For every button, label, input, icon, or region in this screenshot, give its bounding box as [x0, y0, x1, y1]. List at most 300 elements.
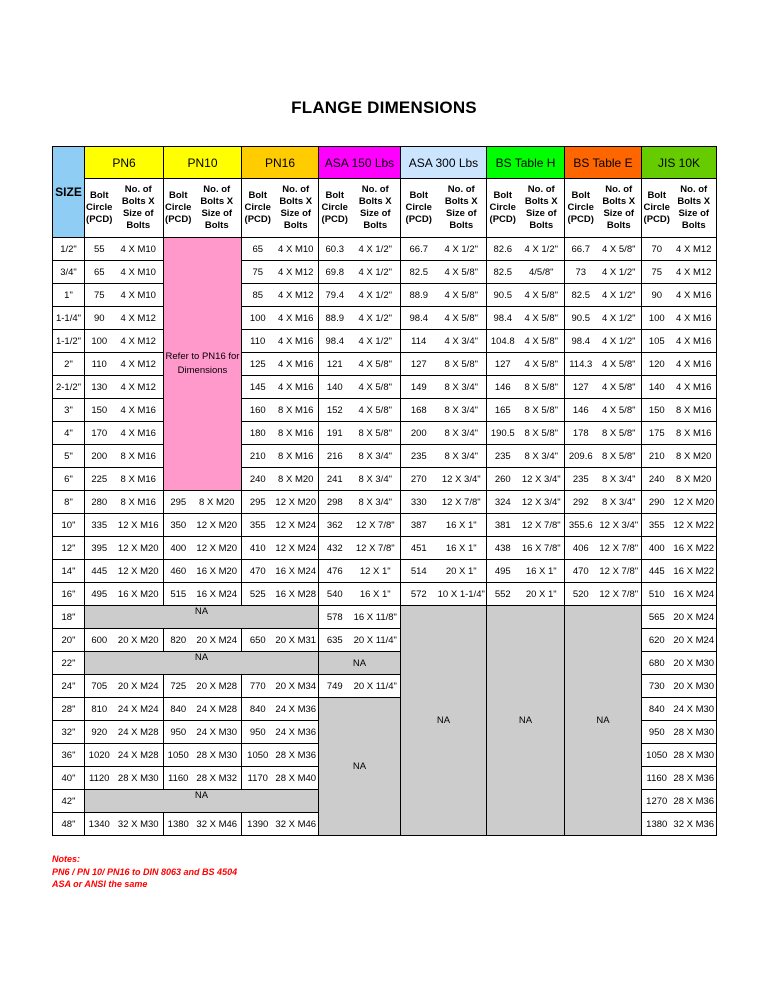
- pn16-bolts: 12 X M20: [274, 491, 319, 514]
- jis-bolt-circle: 210: [642, 445, 672, 468]
- bse-bolt-circle: 292: [565, 491, 597, 514]
- pn16-bolt-circle: 295: [242, 491, 274, 514]
- asa300-bolt-circle: 168: [401, 399, 437, 422]
- table-row: [53, 468, 717, 491]
- pn10-bolt-circle: 1380: [164, 813, 193, 836]
- bse-bolt-circle: 66.7: [565, 238, 597, 261]
- pn16-bolt-circle: 470: [242, 560, 274, 583]
- pn16-bolts: 20 X M34: [274, 675, 319, 698]
- standard-header: PN6: [85, 147, 164, 179]
- asa150-bolt-circle: 69.8: [319, 261, 351, 284]
- standard-header: JIS 10K: [642, 147, 717, 179]
- asa300-bolts: 4 X 5/8": [437, 307, 487, 330]
- asa150-bolt-circle: 362: [319, 514, 351, 537]
- flange-dimensions-table: [52, 146, 717, 836]
- bse-bolt-circle: 146: [565, 399, 597, 422]
- pn16-bolt-circle: 240: [242, 468, 274, 491]
- asa300-bolts: 4 X 3/4": [437, 330, 487, 353]
- bse-bolts: 4 X 1/2": [597, 330, 642, 353]
- pn10-bolt-circle: 350: [164, 514, 193, 537]
- table-row: [53, 560, 717, 583]
- asa150-bolt-circle: 578: [319, 606, 351, 629]
- notes-line: ASA or ANSI the same: [52, 879, 148, 889]
- asa300-bolt-circle: 270: [401, 468, 437, 491]
- pn10-bolts: 24 X M30: [193, 721, 242, 744]
- asa150-bolt-circle: 540: [319, 583, 351, 606]
- jis-bolts: 20 X M30: [672, 652, 717, 675]
- pn10-bolt-circle: 460: [164, 560, 193, 583]
- pn10-bolt-circle: 840: [164, 698, 193, 721]
- jis-bolts: 28 X M30: [672, 721, 717, 744]
- jis-bolts: 20 X M24: [672, 629, 717, 652]
- asa300-bolts: 8 X 3/4": [437, 445, 487, 468]
- jis-bolts: 24 X M30: [672, 698, 717, 721]
- bsh-bolts: 12 X 3/4": [519, 468, 565, 491]
- jis-bolt-circle: 90: [642, 284, 672, 307]
- size-cell: 1": [53, 284, 85, 307]
- jis-bolt-circle: 950: [642, 721, 672, 744]
- pn6-bolts: 4 X M12: [114, 376, 164, 399]
- asa300-bolts: 20 X 1": [437, 560, 487, 583]
- pn16-bolts: 28 X M40: [274, 767, 319, 790]
- bse-bolt-circle: 114.3: [565, 353, 597, 376]
- asa150-na-cell: NA: [319, 652, 401, 675]
- pn10-refer-note: Refer to PN16 for Dimensions: [164, 238, 242, 491]
- pn10-bolt-circle: 725: [164, 675, 193, 698]
- bsh-bolt-circle: 82.6: [487, 238, 519, 261]
- asa150-bolt-circle: 121: [319, 353, 351, 376]
- pn16-bolt-circle: 65: [242, 238, 274, 261]
- size-cell: 5": [53, 445, 85, 468]
- pn16-bolt-circle: 180: [242, 422, 274, 445]
- pn16-bolt-circle: 1390: [242, 813, 274, 836]
- pn-na-cell: NA: [85, 606, 319, 629]
- asa150-bolts: 16 X 11/8": [351, 606, 401, 629]
- pn10-bolt-circle: 950: [164, 721, 193, 744]
- jis-bolt-circle: 140: [642, 376, 672, 399]
- pn16-bolts: 4 X M16: [274, 307, 319, 330]
- notes: [52, 853, 237, 891]
- pn16-bolts: 4 X M16: [274, 353, 319, 376]
- asa300-bolts: 4 X 1/2": [437, 238, 487, 261]
- standard-header: BS Table H: [487, 147, 565, 179]
- size-cell: 14": [53, 560, 85, 583]
- jis-bolt-circle: 510: [642, 583, 672, 606]
- jis-bolts: 16 X M22: [672, 560, 717, 583]
- bsh-bolt-circle: 98.4: [487, 307, 519, 330]
- jis-bolt-circle: 150: [642, 399, 672, 422]
- jis-bolt-circle: 290: [642, 491, 672, 514]
- asa300-bolt-circle: 98.4: [401, 307, 437, 330]
- pn16-bolts: 16 X M28: [274, 583, 319, 606]
- pn6-bolts: 24 X M28: [114, 721, 164, 744]
- jis-bolts: 16 X M24: [672, 583, 717, 606]
- table-row: [53, 261, 717, 284]
- jis-bolts: 8 X M20: [672, 468, 717, 491]
- pn16-bolt-circle: 75: [242, 261, 274, 284]
- size-cell: 18": [53, 606, 85, 629]
- bsh-bolt-circle: 235: [487, 445, 519, 468]
- size-cell: 1-1/4": [53, 307, 85, 330]
- size-cell: 48": [53, 813, 85, 836]
- jis-bolt-circle: 175: [642, 422, 672, 445]
- asa150-bolts: 4 X 1/2": [351, 261, 401, 284]
- table-row: [53, 353, 717, 376]
- pn6-bolts: 32 X M30: [114, 813, 164, 836]
- pn10-bolts: 16 X M24: [193, 583, 242, 606]
- size-cell: 40": [53, 767, 85, 790]
- bse-bolts: 4 X 5/8": [597, 399, 642, 422]
- bolts-header: No. of Bolts X Size of Bolts: [193, 179, 242, 238]
- pn6-bolts: 24 X M24: [114, 698, 164, 721]
- pn6-bolt-circle: 130: [85, 376, 114, 399]
- bolts-header: No. of Bolts X Size of Bolts: [672, 179, 717, 238]
- pn10-bolts: 20 X M28: [193, 675, 242, 698]
- notes-line: PN6 / PN 10/ PN16 to DIN 8063 and BS 4504: [52, 866, 238, 877]
- asa300-bolts: 12 X 3/4": [437, 468, 487, 491]
- size-cell: 8": [53, 491, 85, 514]
- pn6-bolt-circle: 225: [85, 468, 114, 491]
- bsh-bolts: 20 X 1": [519, 583, 565, 606]
- pn16-bolts: 4 X M12: [274, 261, 319, 284]
- pn16-bolts: 4 X M16: [274, 376, 319, 399]
- pn16-bolt-circle: 410: [242, 537, 274, 560]
- size-cell: 3": [53, 399, 85, 422]
- pn6-bolts: 4 X M10: [114, 284, 164, 307]
- pn16-bolts: 8 X M16: [274, 399, 319, 422]
- pn6-bolt-circle: 90: [85, 307, 114, 330]
- bsh-bolt-circle: 495: [487, 560, 519, 583]
- asa300-bolts: 12 X 7/8": [437, 491, 487, 514]
- bsh-bolts: 8 X 5/8": [519, 376, 565, 399]
- pn16-bolts: 4 X M10: [274, 238, 319, 261]
- bsh-bolt-circle: 146: [487, 376, 519, 399]
- jis-bolt-circle: 400: [642, 537, 672, 560]
- pn16-bolts: 8 X M16: [274, 422, 319, 445]
- asa150-bolts: 12 X 1": [351, 560, 401, 583]
- table-row: [53, 583, 717, 606]
- bsh-bolt-circle: 127: [487, 353, 519, 376]
- asa150-bolt-circle: 140: [319, 376, 351, 399]
- jis-bolts: 8 X M16: [672, 422, 717, 445]
- bsh-bolts: 8 X 3/4": [519, 445, 565, 468]
- pn16-bolt-circle: 525: [242, 583, 274, 606]
- standard-header: ASA 300 Lbs: [401, 147, 487, 179]
- pn6-bolts: 12 X M20: [114, 560, 164, 583]
- pn10-bolts: 8 X M20: [193, 491, 242, 514]
- size-cell: 12": [53, 537, 85, 560]
- jis-bolt-circle: 1160: [642, 767, 672, 790]
- pn16-bolts: 24 X M36: [274, 721, 319, 744]
- bsh-bolt-circle: 90.5: [487, 284, 519, 307]
- bse-bolts: 12 X 7/8": [597, 583, 642, 606]
- bse-bolt-circle: 90.5: [565, 307, 597, 330]
- size-column-header: SIZE: [53, 147, 85, 238]
- bse-bolts: 4 X 5/8": [597, 376, 642, 399]
- pn6-bolts: 20 X M24: [114, 675, 164, 698]
- asa150-bolt-circle: 635: [319, 629, 351, 652]
- jis-bolt-circle: 1380: [642, 813, 672, 836]
- asa150-bolts: 8 X 3/4": [351, 445, 401, 468]
- pn10-bolt-circle: 820: [164, 629, 193, 652]
- standard-header: ASA 150 Lbs: [319, 147, 401, 179]
- asa300-bolts: 8 X 3/4": [437, 399, 487, 422]
- jis-bolts: 12 X M22: [672, 514, 717, 537]
- size-cell: 16": [53, 583, 85, 606]
- pn-na-cell: NA: [85, 652, 319, 675]
- size-cell: 22": [53, 652, 85, 675]
- bsh-bolt-circle: 324: [487, 491, 519, 514]
- asa150-bolt-circle: 749: [319, 675, 351, 698]
- pn6-bolts: 8 X M16: [114, 445, 164, 468]
- pn16-bolt-circle: 650: [242, 629, 274, 652]
- jis-bolt-circle: 730: [642, 675, 672, 698]
- bse-bolt-circle: 73: [565, 261, 597, 284]
- bsh-bolts: 4 X 5/8": [519, 330, 565, 353]
- bolt-circle-header: Bolt Circle (PCD): [401, 179, 437, 238]
- pn6-bolts: 24 X M28: [114, 744, 164, 767]
- asa300-bolts: 16 X 1": [437, 514, 487, 537]
- jis-bolt-circle: 120: [642, 353, 672, 376]
- pn6-bolt-circle: 65: [85, 261, 114, 284]
- bse-bolt-circle: 178: [565, 422, 597, 445]
- asa300-bolts: 8 X 5/8": [437, 353, 487, 376]
- jis-bolt-circle: 355: [642, 514, 672, 537]
- pn10-bolt-circle: 400: [164, 537, 193, 560]
- pn6-bolt-circle: 445: [85, 560, 114, 583]
- asa300-bolt-circle: 514: [401, 560, 437, 583]
- asa150-bolts: 4 X 5/8": [351, 353, 401, 376]
- size-cell: 2": [53, 353, 85, 376]
- asa300-bolt-circle: 387: [401, 514, 437, 537]
- table-row: [53, 376, 717, 399]
- pn16-bolt-circle: 210: [242, 445, 274, 468]
- table-row: [53, 307, 717, 330]
- asa150-bolt-circle: 241: [319, 468, 351, 491]
- bolts-header: No. of Bolts X Size of Bolts: [274, 179, 319, 238]
- pn10-bolts: 16 X M20: [193, 560, 242, 583]
- bolts-header: No. of Bolts X Size of Bolts: [351, 179, 401, 238]
- pn6-bolt-circle: 1020: [85, 744, 114, 767]
- bsh-bolt-circle: 190.5: [487, 422, 519, 445]
- asa150-bolts: 4 X 5/8": [351, 399, 401, 422]
- pn16-bolt-circle: 1170: [242, 767, 274, 790]
- table-row: [53, 514, 717, 537]
- size-cell: 4": [53, 422, 85, 445]
- page-title: FLANGE DIMENSIONS: [291, 98, 477, 117]
- bs-table-h-na-cell: NA: [487, 606, 565, 836]
- pn6-bolts: 4 X M12: [114, 353, 164, 376]
- bse-bolts: 8 X 3/4": [597, 491, 642, 514]
- asa300-bolt-circle: 200: [401, 422, 437, 445]
- asa150-bolts: 4 X 1/2": [351, 284, 401, 307]
- asa300-bolt-circle: 66.7: [401, 238, 437, 261]
- bse-bolts: 12 X 7/8": [597, 560, 642, 583]
- pn6-bolts: 28 X M30: [114, 767, 164, 790]
- pn6-bolt-circle: 495: [85, 583, 114, 606]
- jis-bolts: 20 X M24: [672, 606, 717, 629]
- asa300-bolts: 8 X 3/4": [437, 422, 487, 445]
- bsh-bolt-circle: 104.8: [487, 330, 519, 353]
- bsh-bolts: 16 X 7/8": [519, 537, 565, 560]
- pn-na-cell: NA: [85, 790, 319, 813]
- pn6-bolts: 4 X M16: [114, 422, 164, 445]
- bolt-circle-header: Bolt Circle (PCD): [565, 179, 597, 238]
- bsh-bolt-circle: 82.5: [487, 261, 519, 284]
- bolt-circle-header: Bolt Circle (PCD): [164, 179, 193, 238]
- pn6-bolt-circle: 705: [85, 675, 114, 698]
- size-cell: 42": [53, 790, 85, 813]
- pn6-bolts: 8 X M16: [114, 491, 164, 514]
- bse-bolt-circle: 98.4: [565, 330, 597, 353]
- jis-bolts: 12 X M20: [672, 491, 717, 514]
- pn6-bolts: 20 X M20: [114, 629, 164, 652]
- bs-table-e-na-cell: NA: [565, 606, 642, 836]
- pn10-bolts: 28 X M32: [193, 767, 242, 790]
- bsh-bolts: 4 X 5/8": [519, 353, 565, 376]
- pn6-bolt-circle: 200: [85, 445, 114, 468]
- size-cell: 1-1/2": [53, 330, 85, 353]
- pn10-bolt-circle: 1050: [164, 744, 193, 767]
- pn6-bolt-circle: 170: [85, 422, 114, 445]
- size-cell: 2-1/2": [53, 376, 85, 399]
- jis-bolts: 28 X M30: [672, 744, 717, 767]
- table-row: [53, 445, 717, 468]
- asa150-bolts: 12 X 7/8": [351, 514, 401, 537]
- pn6-bolts: 8 X M16: [114, 468, 164, 491]
- pn16-bolts: 8 X M20: [274, 468, 319, 491]
- pn16-bolt-circle: 160: [242, 399, 274, 422]
- pn10-bolt-circle: 295: [164, 491, 193, 514]
- pn6-bolts: 12 X M20: [114, 537, 164, 560]
- bolts-header: No. of Bolts X Size of Bolts: [437, 179, 487, 238]
- asa300-bolt-circle: 127: [401, 353, 437, 376]
- pn16-bolts: 20 X M31: [274, 629, 319, 652]
- pn16-bolts: 16 X M24: [274, 560, 319, 583]
- asa300-bolts: 10 X 1-1/4": [437, 583, 487, 606]
- jis-bolts: 4 X M12: [672, 261, 717, 284]
- bse-bolts: 12 X 3/4": [597, 514, 642, 537]
- table-row: [53, 399, 717, 422]
- pn6-bolt-circle: 920: [85, 721, 114, 744]
- asa150-bolts: 16 X 1": [351, 583, 401, 606]
- pn16-bolt-circle: 125: [242, 353, 274, 376]
- bse-bolt-circle: 235: [565, 468, 597, 491]
- size-cell: 28": [53, 698, 85, 721]
- pn6-bolts: 12 X M16: [114, 514, 164, 537]
- bolt-circle-header: Bolt Circle (PCD): [487, 179, 519, 238]
- bsh-bolt-circle: 381: [487, 514, 519, 537]
- bse-bolts: 4 X 1/2": [597, 261, 642, 284]
- pn16-bolts: 4 X M16: [274, 330, 319, 353]
- size-cell: 36": [53, 744, 85, 767]
- table-row: [53, 491, 717, 514]
- size-cell: 6": [53, 468, 85, 491]
- asa150-bolt-circle: 191: [319, 422, 351, 445]
- jis-bolt-circle: 70: [642, 238, 672, 261]
- pn16-bolt-circle: 355: [242, 514, 274, 537]
- pn16-bolt-circle: 145: [242, 376, 274, 399]
- asa300-bolt-circle: 149: [401, 376, 437, 399]
- bse-bolts: 4 X 5/8": [597, 238, 642, 261]
- pn16-bolt-circle: 1050: [242, 744, 274, 767]
- bolt-circle-header: Bolt Circle (PCD): [642, 179, 672, 238]
- pn16-bolts: 12 X M24: [274, 514, 319, 537]
- pn6-bolt-circle: 150: [85, 399, 114, 422]
- bolt-circle-header: Bolt Circle (PCD): [242, 179, 274, 238]
- bolt-circle-header: Bolt Circle (PCD): [85, 179, 114, 238]
- asa150-bolt-circle: 298: [319, 491, 351, 514]
- jis-bolts: 28 X M36: [672, 767, 717, 790]
- notes-heading: Notes:: [52, 854, 81, 864]
- pn6-bolt-circle: 55: [85, 238, 114, 261]
- asa300-bolt-circle: 330: [401, 491, 437, 514]
- jis-bolt-circle: 840: [642, 698, 672, 721]
- asa300-na-cell: NA: [401, 606, 487, 836]
- pn16-bolts: 28 X M36: [274, 744, 319, 767]
- pn6-bolt-circle: 1120: [85, 767, 114, 790]
- asa300-bolts: 4 X 5/8": [437, 284, 487, 307]
- bsh-bolts: 16 X 1": [519, 560, 565, 583]
- jis-bolt-circle: 100: [642, 307, 672, 330]
- jis-bolts: 4 X M16: [672, 284, 717, 307]
- asa150-bolts: 4 X 1/2": [351, 307, 401, 330]
- bsh-bolt-circle: 438: [487, 537, 519, 560]
- bse-bolts: 4 X 1/2": [597, 307, 642, 330]
- asa300-bolt-circle: 88.9: [401, 284, 437, 307]
- jis-bolts: 8 X M20: [672, 445, 717, 468]
- pn16-bolts: 24 X M36: [274, 698, 319, 721]
- standard-header: BS Table E: [565, 147, 642, 179]
- standard-header: PN16: [242, 147, 319, 179]
- bolts-header: No. of Bolts X Size of Bolts: [597, 179, 642, 238]
- table-row: [53, 422, 717, 445]
- asa300-bolt-circle: 82.5: [401, 261, 437, 284]
- bse-bolts: 4 X 5/8": [597, 353, 642, 376]
- standard-header: PN10: [164, 147, 242, 179]
- jis-bolts: 20 X M30: [672, 675, 717, 698]
- asa150-bolts: 20 X 11/4": [351, 629, 401, 652]
- pn6-bolt-circle: 100: [85, 330, 114, 353]
- pn10-bolts: 32 X M46: [193, 813, 242, 836]
- pn6-bolt-circle: 395: [85, 537, 114, 560]
- pn16-bolts: 12 X M24: [274, 537, 319, 560]
- pn10-bolt-circle: 1160: [164, 767, 193, 790]
- jis-bolt-circle: 565: [642, 606, 672, 629]
- asa300-bolts: 4 X 5/8": [437, 261, 487, 284]
- jis-bolts: 4 X M16: [672, 376, 717, 399]
- pn16-bolts: 4 X M12: [274, 284, 319, 307]
- size-cell: 10": [53, 514, 85, 537]
- pn10-bolt-circle: 515: [164, 583, 193, 606]
- jis-bolt-circle: 1050: [642, 744, 672, 767]
- asa150-bolts: 4 X 5/8": [351, 376, 401, 399]
- table-row: [53, 537, 717, 560]
- bsh-bolts: 4/5/8": [519, 261, 565, 284]
- asa150-bolts: 20 X 11/4": [351, 675, 401, 698]
- jis-bolts: 4 X M16: [672, 307, 717, 330]
- pn6-bolts: 4 X M12: [114, 330, 164, 353]
- table-row: [53, 330, 717, 353]
- pn16-bolt-circle: 110: [242, 330, 274, 353]
- table-row: [53, 284, 717, 307]
- asa300-bolts: 16 X 1": [437, 537, 487, 560]
- bse-bolt-circle: 209.6: [565, 445, 597, 468]
- bolts-header: No. of Bolts X Size of Bolts: [114, 179, 164, 238]
- pn6-bolt-circle: 810: [85, 698, 114, 721]
- jis-bolt-circle: 105: [642, 330, 672, 353]
- pn16-bolt-circle: 770: [242, 675, 274, 698]
